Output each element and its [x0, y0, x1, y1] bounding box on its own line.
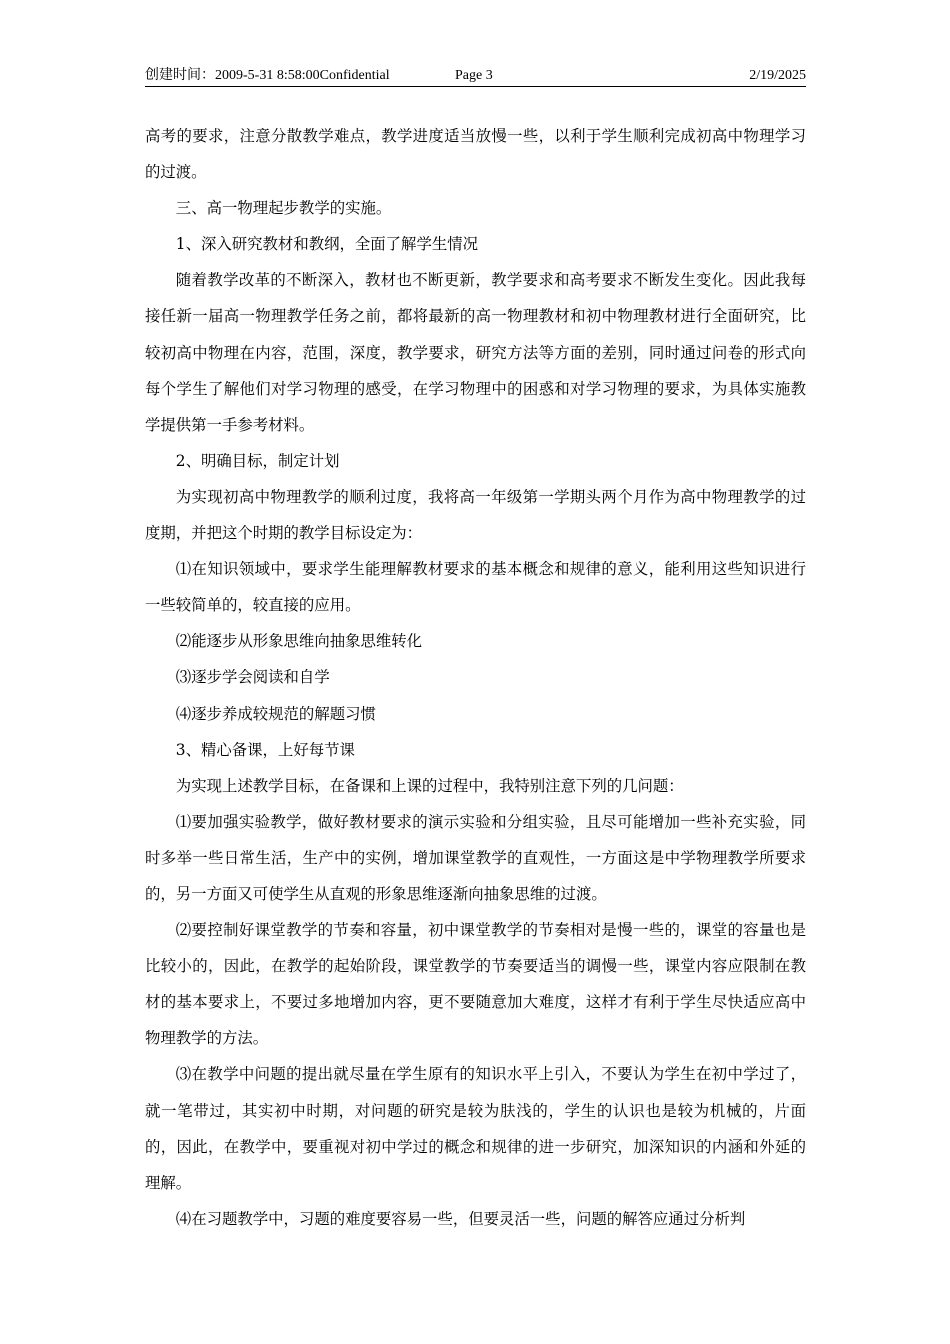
list-item: ⑶在教学中问题的提出就尽量在学生原有的知识水平上引入，不要认为学生在初中学过了，就一笔带过，其实初中时期，对问题的研究是较为肤浅的，学生的认识也是较为机械的，片面的，因此，在教学中，要重视对初中学过的概念和规律的进一步研究，加深知识的内涵和外延的理解。 — [145, 1065, 806, 1192]
header-page-number: Page 3 — [455, 68, 493, 83]
header-divider — [145, 86, 806, 87]
paragraph: 随着教学改革的不断深入，教材也不断更新，教学要求和高考要求不断发生变化。因此我每接任新一届高一物理教学任务之前，都将最新的高一物理教材和初中物理教材进行全面研究，比较初高中物理在内容，范围，深度，教学要求，研究方法等方面的差别，同时通过问卷的形式向每个学生了解他们对学习物理的感受，在学习物理中的困惑和对学习物理的要求，为具体实施教学提供第一手参考材料。 — [145, 271, 806, 434]
paragraph: 为实现上述教学目标，在备课和上课的过程中，我特别注意下列的几问题： — [175, 776, 684, 795]
header-created-time: 创建时间：2009-5-31 8:58:00Confidential — [145, 68, 390, 83]
document-body — [145, 118, 806, 1237]
list-item: ⑷逐步养成较规范的解题习惯 — [175, 704, 376, 723]
paragraph: 高考的要求，注意分散教学难点，教学进度适当放慢一些，以利于学生顺利完成初高中物理学习的过渡。 — [145, 127, 806, 182]
list-item: ⑵要控制好课堂教学的节奏和容量，初中课堂教学的节奏相对是慢一些的，课堂的容量也是比较小的，因此，在教学的起始阶段，课堂教学的节奏要适当的调慢一些，课堂内容应限制在教材的基本要求上，不要过多地增加内容，更不要随意加大难度，这样才有利于学生尽快适应高中物理教学的方法。 — [145, 921, 806, 1048]
list-item: ⑷在习题教学中，习题的难度要容易一些，但要灵活一些，问题的解答应通过分析判 — [175, 1209, 746, 1228]
section-heading: 三、高一物理起步教学的实施。 — [175, 199, 392, 218]
subsection-heading: 2、明确目标，制定计划 — [175, 451, 340, 470]
page-header — [145, 66, 806, 86]
subsection-heading: 1、深入研究教材和教纲，全面了解学生情况 — [175, 235, 479, 254]
list-item: ⑴要加强实验教学，做好教材要求的演示实验和分组实验，且尽可能增加一些补充实验，同时多举一些日常生活，生产中的实例，增加课堂教学的直观性，一方面这是中学物理教学所要求的，另一方面又可使学生从直观的形象思维逐渐向抽象思维的过渡。 — [145, 812, 806, 903]
list-item: ⑶逐步学会阅读和自学 — [175, 668, 330, 687]
header-date: 2/19/2025 — [749, 68, 806, 83]
paragraph: 为实现初高中物理教学的顺利过度，我将高一年级第一学期头两个月作为高中物理教学的过度期，并把这个时期的教学目标设定为： — [145, 487, 806, 543]
list-item: ⑴在知识领域中，要求学生能理解教材要求的基本概念和规律的意义，能利用这些知识进行一些较简单的，较直接的应用。 — [145, 560, 806, 615]
subsection-heading: 3、精心备课，上好每节课 — [175, 740, 355, 759]
list-item: ⑵能逐步从形象思维向抽象思维转化 — [175, 632, 423, 651]
